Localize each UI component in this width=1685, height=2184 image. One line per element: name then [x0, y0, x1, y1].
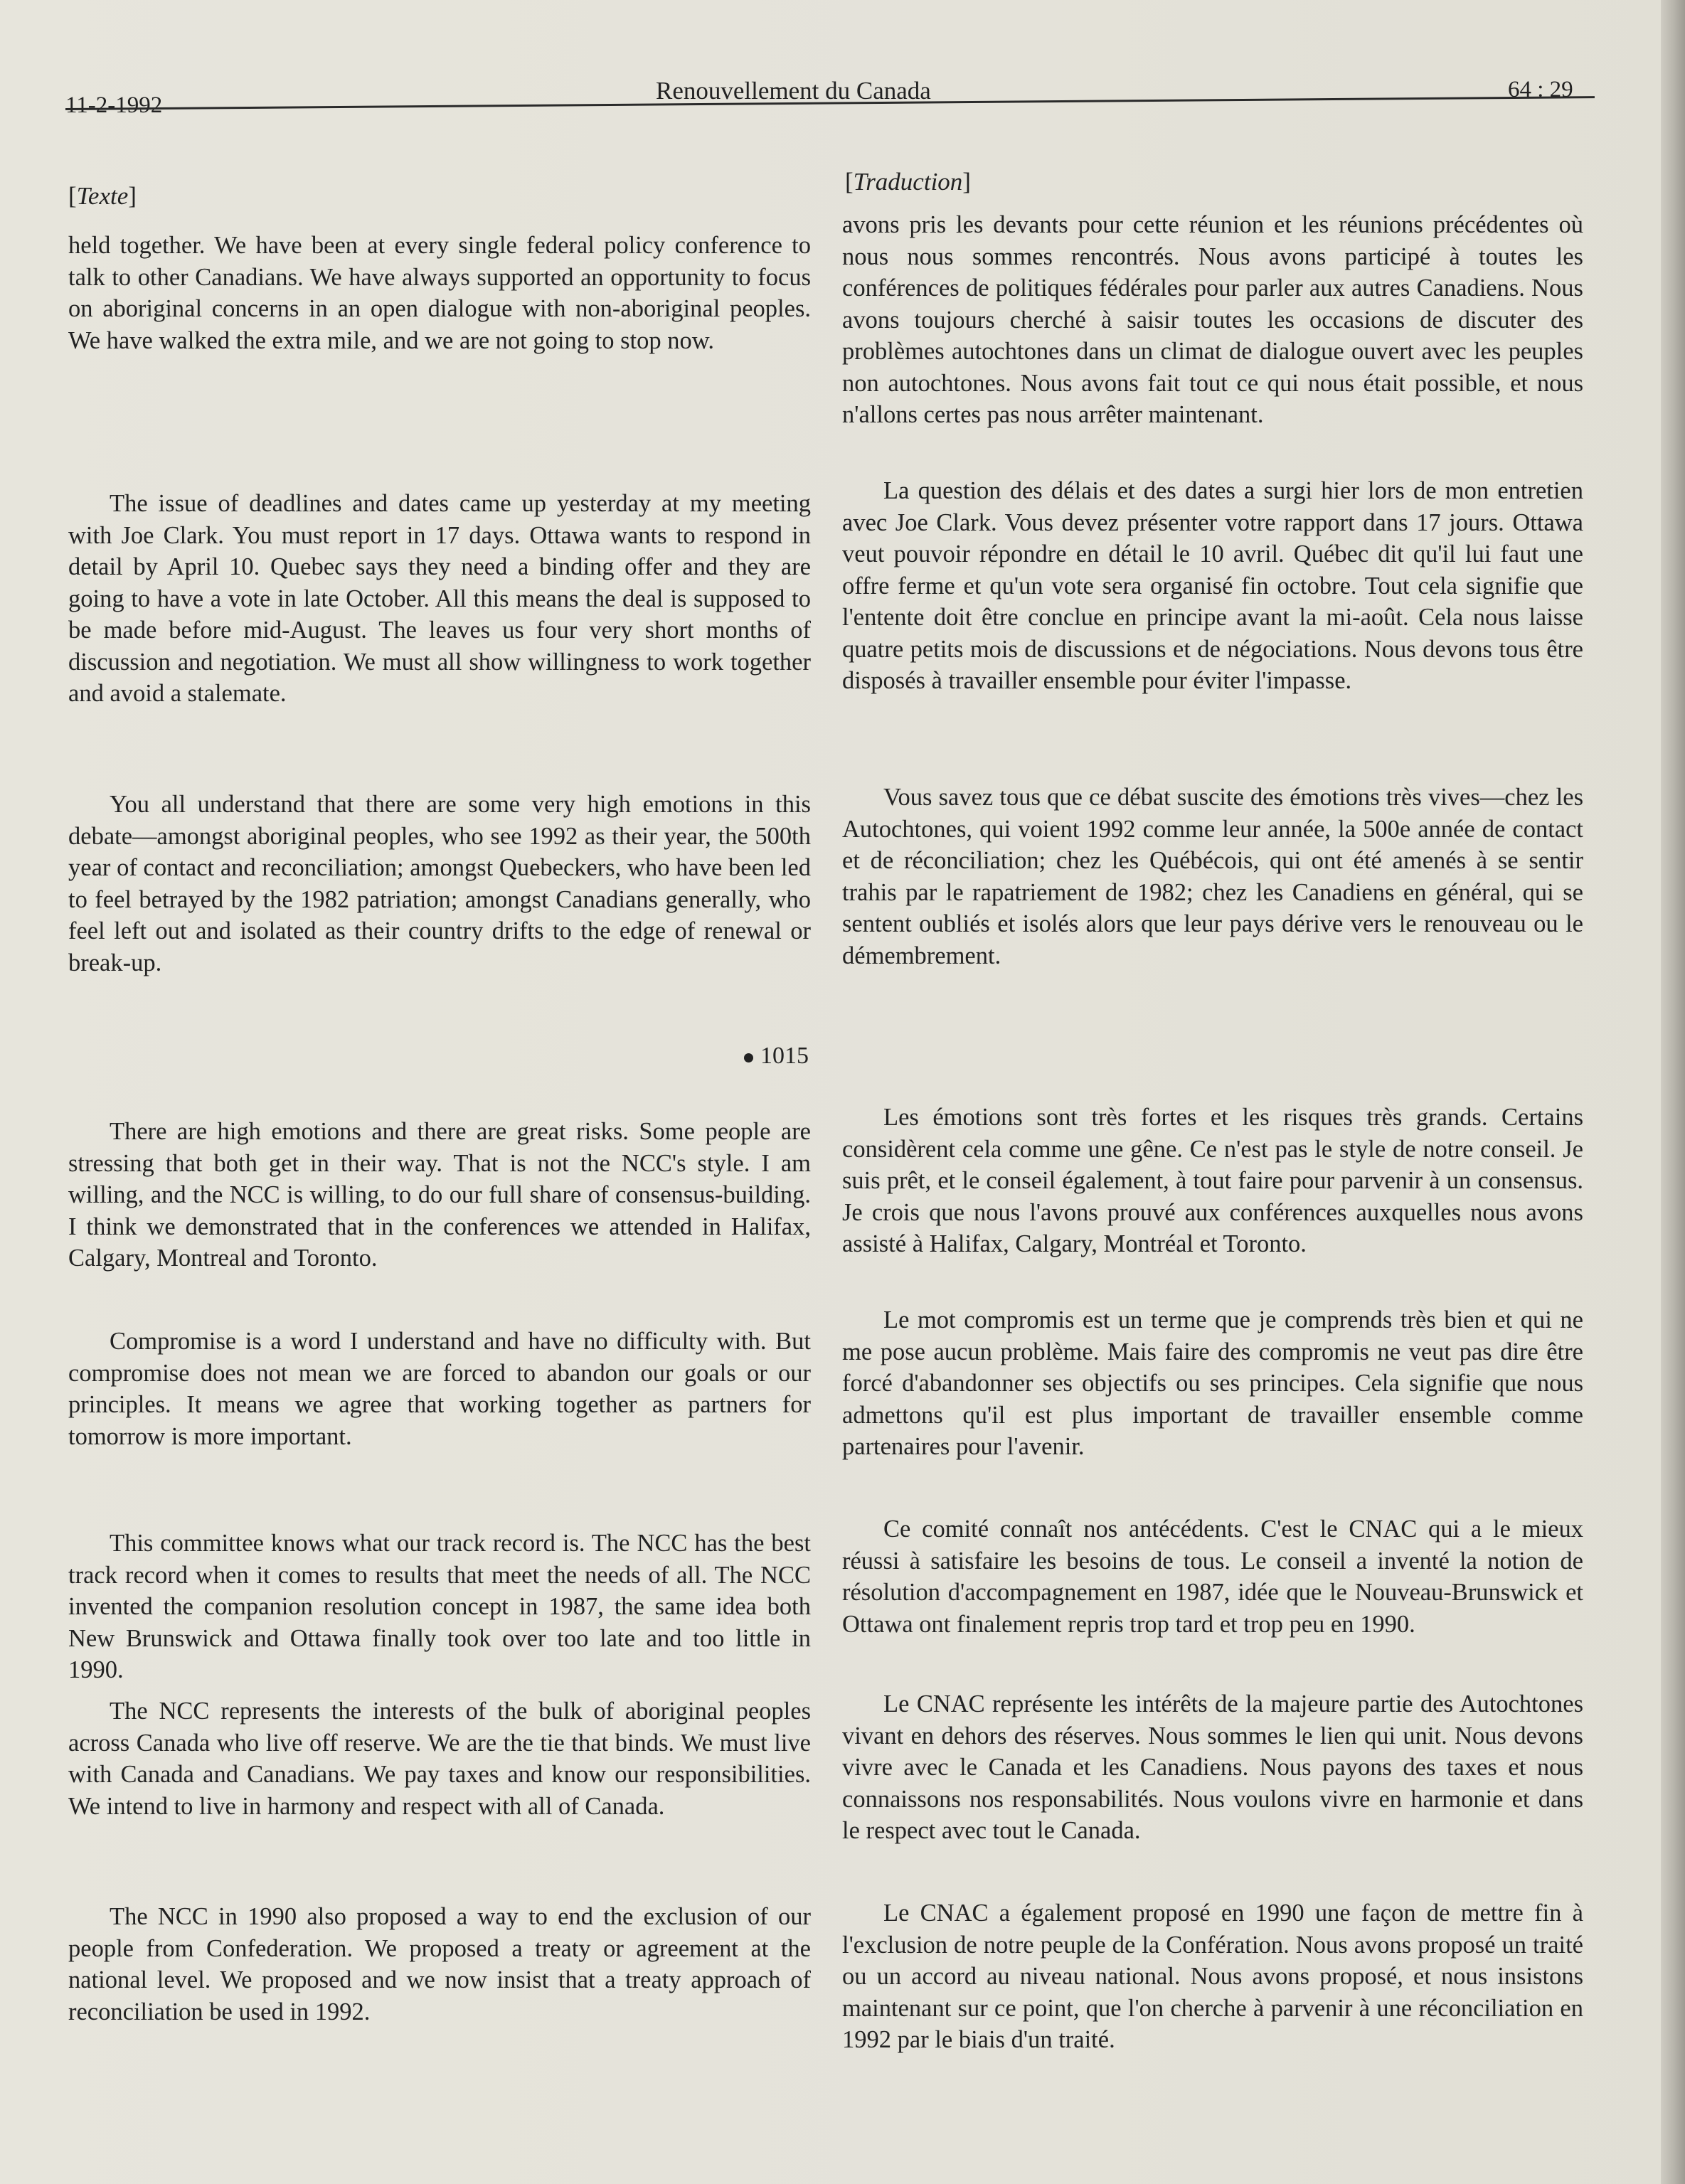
right-column-label — [845, 168, 971, 196]
paragraph-text: This committee knows what our track record is. The NCC has the best track record when it comes to results that meet the needs of all. The NCC invented the companion resolution concept in 1987, the same idea both New Brunswick and Ottawa finally took over too late and too little in 1990. — [68, 1530, 811, 1683]
right-paragraph-7 — [842, 1688, 1583, 1847]
left-paragraph-4 — [68, 1116, 811, 1274]
right-paragraph-1 — [842, 209, 1583, 431]
right-paragraph-5 — [842, 1304, 1583, 1463]
paragraph-text: Le CNAC a également proposé en 1990 une façon de mettre fin à l'exclusion de notre peuple de la Confération. Nous avons proposé un traité ou un accord au niveau national. Nous avons proposé, et nous insistons maintenant sur ce point, que l'on cherche à parvenir à une réconciliation en 1992 par le biais d'un traité. — [842, 1900, 1583, 2053]
left-paragraph-1 — [68, 230, 811, 356]
right-label-word: Traduction — [853, 168, 963, 196]
left-paragraph-8 — [68, 1901, 811, 2028]
paragraph-text: Ce comité connaît nos antécédents. C'est le CNAC qui a le mieux réussi à satisfaire les besoins de tous. Le conseil a inventé la notion de résolution d'accompagnement en 1987, idée que le Nouveau-Brunswick et Ottawa ont finalement repris trop tard et trop peu en 1990. — [842, 1516, 1583, 1638]
left-paragraph-6 — [68, 1528, 811, 1686]
left-paragraph-7 — [68, 1695, 811, 1822]
paragraph-text: Vous savez tous que ce débat suscite des émotions très vives—chez les Autochtones, qui voient 1992 comme leur année, la 500e année de contact et de réconciliation; chez les Québécois, qui ont été amenés à se sentir trahis par le rapatriement de 1982; chez les Canadiens en général, qui se sentent oubliés et isolés alors que leur pays dérive vers le renouveau ou le démembrement. — [842, 784, 1583, 969]
paragraph-text: The NCC represents the interests of the bulk of aboriginal peoples across Canada who live off reserve. We are the tie that binds. We must live with Canada and Canadians. We pay taxes and know our responsibilities. We intend to live in harmony and respect with all of Canada. — [68, 1698, 811, 1820]
time-marker — [744, 1043, 809, 1070]
paragraph-text: You all understand that there are some very high emotions in this debate—amongst aboriginal peoples, who see 1992 as their year, the 500th year of contact and reconciliation; amongst Quebeckers, who have been led to feel betrayed by the 1982 patriation; amongst Canadians generally, who feel left out and isolated as their country drifts to the edge of renewal or break-up. — [68, 791, 811, 976]
left-label-word: Texte — [76, 182, 129, 210]
bullet-icon — [744, 1053, 753, 1062]
time-marker-text: 1015 — [760, 1043, 809, 1069]
page-edge-shadow — [1661, 0, 1685, 2184]
right-paragraph-6 — [842, 1513, 1583, 1640]
paragraph-text: held together. We have been at every single federal policy conference to talk to other Canadians. We have always supported an opportunity to focus on aboriginal concerns in an open dialogue with non-aboriginal peoples. We have walked the extra mile, and we are not going to stop now. — [68, 232, 811, 354]
paragraph-text: Les émotions sont très fortes et les risques très grands. Certains considèrent cela comme une gêne. Ce n'est pas le style de notre conseil. Je suis prêt, et le conseil également, à tout faire pour parvenir à un consensus. Je crois que nous l'avons prouvé aux conférences auxquelles nous avons assisté à Halifax, Calgary, Montréal et Toronto. — [842, 1104, 1583, 1257]
left-paragraph-5 — [68, 1326, 811, 1452]
right-label-close: ] — [962, 168, 971, 196]
right-paragraph-8 — [842, 1897, 1583, 2056]
paragraph-text: avons pris les devants pour cette réunion et les réunions précédentes où nous nous sommes rencontrés. Nous avons participé à toutes les conférences de politiques fédérales pour parler aux autres Canadiens. Nous avons toujours cherché à saisir toutes les occasions de discuter des problèmes autochtones dans un climat de dialogue ouvert avec les peuples non autochtones. Nous avons fait tout ce qui nous était possible, et nous n'allons certes pas nous arrêter maintenant. — [842, 211, 1583, 428]
paragraph-text: La question des délais et des dates a surgi hier lors de mon entretien avec Joe Clark. Vous devez présenter votre rapport dans 17 jours. Ottawa veut pouvoir répondre en détail le 10 avril. Québec dit qu'il lui faut une offre ferme et qu'un vote sera organisé fin octobre. Tout cela signifie que l'entente doit être conclue en principe avant la mi-août. Cela nous laisse quatre petits mois de discussions et de négociations. Nous devons tous être disposés à travailler ensemble pour éviter l'impasse. — [842, 477, 1583, 694]
paragraph-text: The NCC in 1990 also proposed a way to end the exclusion of our people from Confederation. We proposed a treaty or agreement at the national level. We proposed and we now insist that a treaty approach of reconciliation be used in 1992. — [68, 1903, 811, 2025]
paragraph-text: Compromise is a word I understand and have no difficulty with. But compromise does not mean we are forced to abandon our goals or our principles. It means we agree that working together as partners for tomorrow is more important. — [68, 1328, 811, 1450]
right-label-open: [ — [845, 168, 854, 196]
left-paragraph-2 — [68, 488, 811, 710]
paragraph-text: Le CNAC représente les intérêts de la majeure partie des Autochtones vivant en dehors des réserves. Nous sommes le lien qui unit. Nous devons vivre avec le Canada et les Canadiens. Nous payons des taxes et nous connaissons nos responsabilités. Nous voulons vivre en harmonie et dans le respect avec tout le Canada. — [842, 1690, 1583, 1844]
paragraph-text: There are high emotions and there are great risks. Some people are stressing that both get in their way. That is not the NCC's style. I am willing, and the NCC is willing, to do our full share of consensus-building. I think we demonstrated that in the conferences we attended in Halifax, Calgary, Montreal and Toronto. — [68, 1118, 811, 1272]
paragraph-text: Le mot compromis est un terme que je comprends très bien et qui ne me pose aucun problème. Mais faire des compromis ne veut pas dire être forcé d'abandonner ses objectifs ou ses principes. Cela signifie que nous admettons qu'il est plus important de travailler ensemble comme partenaires pour l'avenir. — [842, 1306, 1583, 1460]
header-page-number: 64 : 29 — [1508, 77, 1573, 102]
header-title: Renouvellement du Canada — [656, 77, 931, 105]
left-column-label — [68, 182, 137, 211]
right-paragraph-4 — [842, 1102, 1583, 1260]
left-label-open: [ — [68, 182, 77, 210]
header-date: 11-2-1992 — [65, 92, 163, 118]
right-paragraph-2 — [842, 475, 1583, 697]
right-paragraph-3 — [842, 782, 1583, 971]
left-paragraph-3 — [68, 789, 811, 979]
left-label-close: ] — [128, 182, 137, 210]
paragraph-text: The issue of deadlines and dates came up yesterday at my meeting with Joe Clark. You must report in 17 days. Ottawa wants to respond in detail by April 10. Quebec says they need a binding offer and they are going to have a vote in late October. All this means the deal is supposed to be made before mid-August. The leaves us four very short months of discussion and negotiation. We must all show willingness to work together and avoid a stalemate. — [68, 490, 811, 707]
